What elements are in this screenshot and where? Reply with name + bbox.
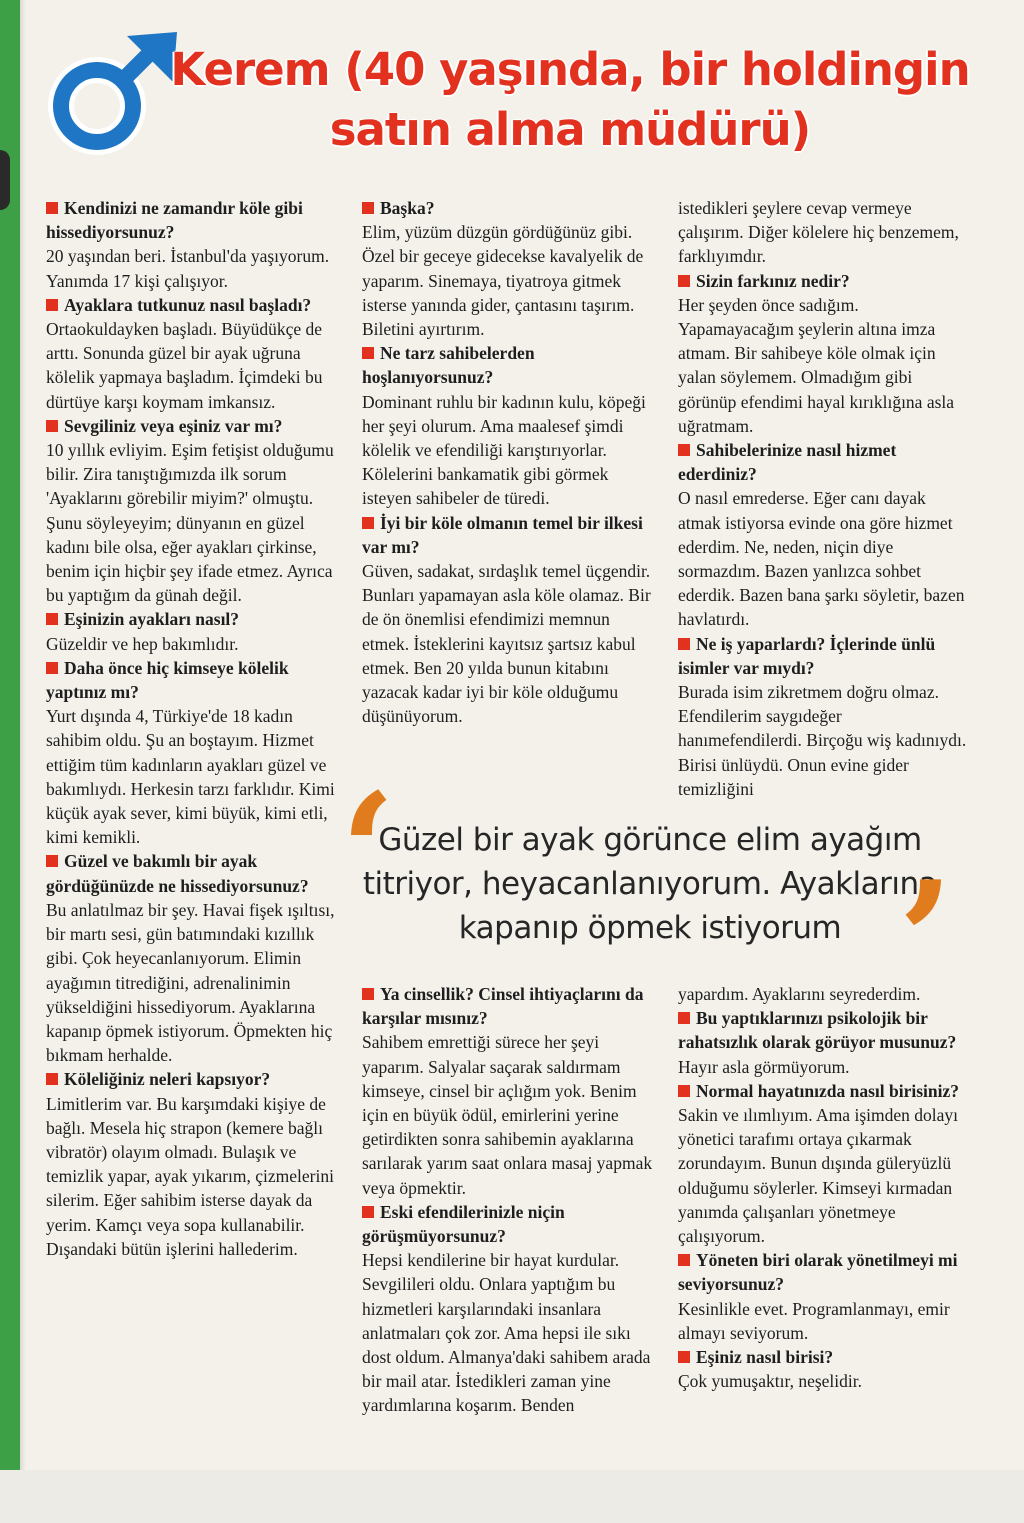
strip-shadow <box>20 0 26 1470</box>
answer: Limitlerim var. Bu karşımdaki kişiye de bağlı. Mesela hiç strapon (kemere bağlı vibratör) olayım olmadı. Bulaşık ve temizlik yapar, ayak yıkarım, çizmelerini silerim. Eğer sahibim isterse dayak da yerim. Kamçı veya sopa kullanabilir. Dışandaki bütün işlerini hallederim. <box>46 1093 334 1259</box>
question: Güzel ve bakımlı bir ayak gördüğünüzde ne hissediyorsunuz? <box>46 849 336 897</box>
answer: Çok yumuşaktır, neşelidir. <box>678 1371 863 1392</box>
answer: 10 yıllık evliyim. Eşim fetişist olduğumu bilir. Zira tanıştığımızda ilk sorum 'Ayaklarını görebilir miyim?' olmuştu. Şunu söyleyeyim; dünyanın en güzel kadını bile olsa, eğer ayakları çirkinse, benim için hiçbir şey ifade etmez. Ayrıca bu yaptığım da günah değil. <box>46 440 334 606</box>
answer: Burada isim zikretmem doğru olmaz. Efendilerim saygıdeğer hanımefendilerdi. Birçoğu wiş kadınıydı. Birisi ünlüydü. Onun evine gider temizliğini <box>678 682 967 799</box>
column-3-bottom <box>678 982 968 1393</box>
question: Ne iş yaparlardı? İçlerinde ünlü isimler var mıydı? <box>678 632 968 680</box>
answer: Sakin ve ılımlıyım. Ama işimden dolayı yönetici tarafımı ortaya çıkarmak zorundayım. Bunun dışında güleryüzlü olduğumu söylerler. Kimseyi kırmadan yanımda çalışanları yönetmeye çalışıyorum. <box>678 1105 958 1247</box>
question: İyi bir köle olmanın temel bir ilkesi var mı? <box>362 511 654 559</box>
question: Ya cinsellik? Cinsel ihtiyaçlarını da karşılar mısınız? <box>362 982 654 1030</box>
question: Eşinizin ayakları nasıl? <box>46 607 336 631</box>
green-page-strip <box>0 0 20 1470</box>
question: Bu yaptıklarınızı psikolojik bir rahatsızlık olarak görüyor musunuz? <box>678 1006 968 1054</box>
answer: O nasıl emrederse. Eğer canı dayak atmak istiyorsa evinde ona göre hizmet ederdim. Ne, neden, niçin diye sormazdım. Bazen yanlızca sohbet ederdik. Bazen bana şarkı söyletir, bazen havlatırdı. <box>678 488 965 630</box>
answer: Bu anlatılmaz bir şey. Havai fişek ışıltısı, bir martı sesi, gün batımındaki kızıllık gibi. Çok heyecanlanıyorum. Elimin ayağımın titrediğini, adrenalinimin yükseldiğini hissediyorum. Ayaklarına kapanıp öpmek istiyorum. Öpmekten hiç bıkmam herhalde. <box>46 899 335 1066</box>
bottom-page-band <box>0 1470 1024 1523</box>
answer: Hayır asla görmüyorum. <box>678 1056 850 1077</box>
question: Kendinizi ne zamandır köle gibi hissediyorsunuz? <box>46 196 336 244</box>
continued-text: yapardım. Ayaklarını seyrederdim. <box>678 984 921 1004</box>
continued-text: istedikleri şeylere cevap vermeye çalışırım. Diğer kölelere hiç benzemem, farklıyımdır. <box>678 198 959 267</box>
question: Sizin farkınız nedir? <box>678 269 968 293</box>
answer: Yurt dışında 4, Türkiye'de 18 kadın sahibim oldu. Şu an boştayım. Hizmet ettiğim tüm kadınların ayakları güzel ve bakımlıydı. Herkesin tarzı farklıdır. Kimi küçük ayak sever, kimi büyük, kimi etli, kimi kemikli. <box>46 706 335 848</box>
answer: Güven, sadakat, sırdaşlık temel üçgendir. Bunları yapamayan asla köle olamaz. Bir de ön önemlisi efendimizi memnun etmek. İsteklerini kayıtsız şartsız kabul etmek. Ben 20 yılda bunun kitabını yazacak kadar iyi bir köle olduğumu düşünüyorum. <box>362 561 651 727</box>
answer: Dominant ruhlu bir kadının kulu, köpeği her şeyi olurum. Ama maalesef şimdi kölelik ve efendiliği karıştırıyorlar. Kölelerini bankamatik gibi görmek isteyen sahibeler de türedi. <box>362 391 646 509</box>
answer: Kesinlikle evet. Programlanmayı, emir almayı seviyorum. <box>678 1298 950 1343</box>
question: Ayaklara tutkunuz nasıl başladı? <box>46 293 336 317</box>
answer: Hepsi kendilerine bir hayat kurdular. Sevgilileri oldu. Onlara yaptığım bu hizmetleri karşılarındaki insanlara anlatmaları çok zor. Ama hepsi ile sıkı dost oldum. Almanya'daki sahibem arada bir mail atar. İstedikleri zaman yine yardımlarına koşarım. Benden <box>362 1250 651 1416</box>
pull-quote: Güzel bir ayak görünce elim ayağım titriyor, heyacanlanıyorum. Ayaklarına kapanıp öpmek istiyorum <box>362 822 938 946</box>
close-quote-mark: ’ <box>898 846 954 1034</box>
question: Eski efendilerinizle niçin görüşmüyorsunuz? <box>362 1200 654 1248</box>
answer: 20 yaşından beri. İstanbul'da yaşıyorum. Yanımda 17 kişi çalışıyor. <box>46 246 330 291</box>
question: Yöneten biri olarak yönetilmeyi mi seviyorsunuz? <box>678 1248 968 1296</box>
answer: Sahibem emrettiği sürece her şeyi yaparım. Salyalar saçarak saldırmam kimseye, cinsel bir açlığım yok. Benim için en büyük ödül, emirlerini yerine getirdikten sonra sahibemin ayaklarına sarılarak yarım saat onlara masaj yapmak veya öpmektir. <box>362 1032 653 1198</box>
column-2-bottom <box>362 982 654 1418</box>
question: Sevgiliniz veya eşiniz var mı? <box>46 414 336 438</box>
question: Sahibelerinize nasıl hizmet ederdiniz? <box>678 438 968 486</box>
question: Köleliğiniz neleri kapsıyor? <box>46 1067 336 1091</box>
question: Ne tarz sahibelerden hoşlanıyorsunuz? <box>362 341 654 389</box>
column-3-top <box>678 196 968 801</box>
headline: Kerem (40 yaşında, bir holdingin satın alma müdürü) <box>170 43 970 156</box>
question: Normal hayatınızda nasıl birisiniz? <box>678 1079 968 1103</box>
column-1 <box>46 196 336 1261</box>
question: Daha önce hiç kimseye kölelik yaptınız mı? <box>46 656 336 704</box>
question: Başka? <box>362 196 654 220</box>
answer: Her şeyden önce sadığım. Yapamayacağım şeylerin altına imza atmam. Bir sahibeye köle olmak için yalan söylemem. Olmadığım gibi görünüp efendimi hayal kırıklığına asla uğratmam. <box>678 294 955 436</box>
open-quote-mark: ‘ <box>340 758 396 946</box>
answer: Ortaokuldayken başladı. Büyüdükçe de arttı. Sonunda güzel bir ayak uğruna kölelik yapmaya başladım. İçimdeki bu dürtüye karşı koymam imkansız. <box>46 319 323 412</box>
column-2-top <box>362 196 654 728</box>
question: Eşiniz nasıl birisi? <box>678 1345 968 1369</box>
answer: Güzeldir ve hep bakımlıdır. <box>46 633 239 654</box>
answer: Elim, yüzüm düzgün gördüğünüz gibi. Özel bir geceye gidecekse kavalyelik de yaparım. Sinemaya, tiyatroya gitmek isterse yanında gider, çantasını taşırım. Biletini ayırtırım. <box>362 222 644 340</box>
binding-mark <box>0 150 10 210</box>
